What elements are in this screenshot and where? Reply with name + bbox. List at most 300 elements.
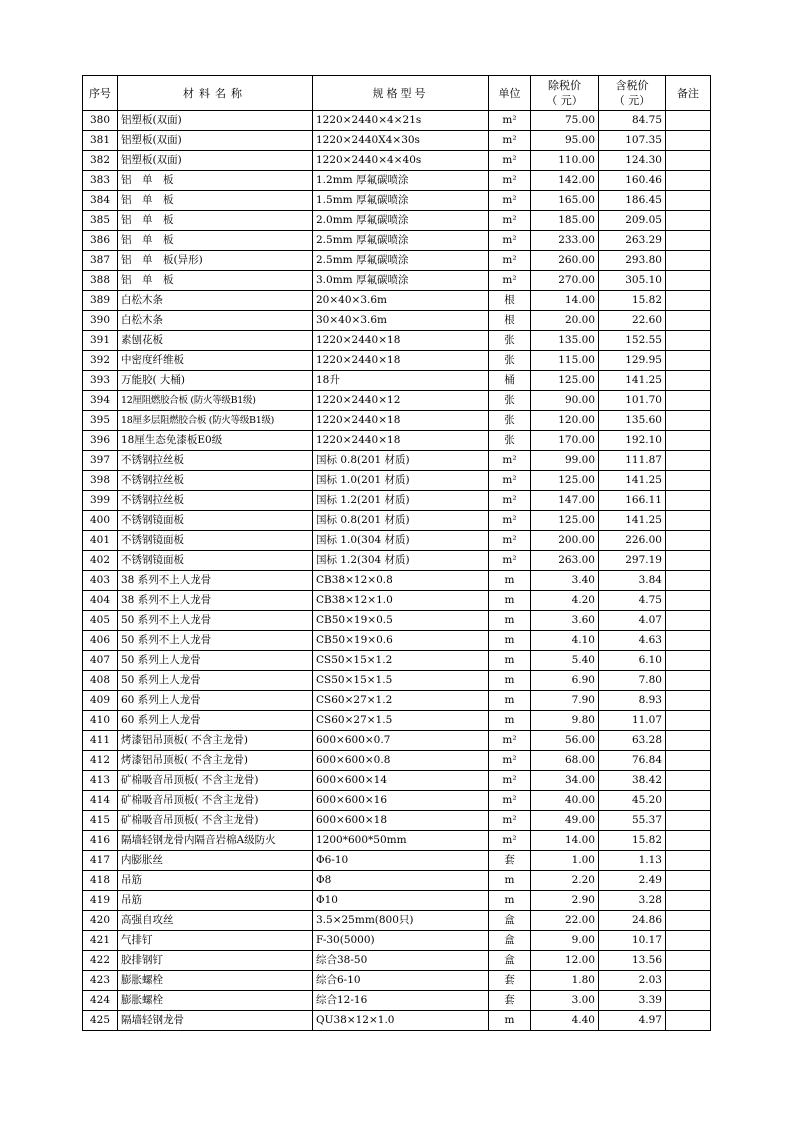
price-excl-tax: 3.60 xyxy=(531,611,599,631)
spec-model: 600×600×18 xyxy=(313,811,489,831)
material-name: 隔墙轻钢龙骨 xyxy=(118,1011,313,1031)
price-excl-tax: 14.00 xyxy=(531,291,599,311)
price-incl-tax: 209.05 xyxy=(599,211,666,231)
price-excl-tax: 22.00 xyxy=(531,911,599,931)
spec-model: CS50×15×1.5 xyxy=(313,671,489,691)
row-no: 395 xyxy=(83,411,118,431)
row-no: 413 xyxy=(83,771,118,791)
price-excl-tax: 9.00 xyxy=(531,931,599,951)
row-no: 421 xyxy=(83,931,118,951)
price-excl-tax: 135.00 xyxy=(531,331,599,351)
spec-model: Φ8 xyxy=(313,871,489,891)
price-incl-tax: 160.46 xyxy=(599,171,666,191)
price-excl-tax: 40.00 xyxy=(531,791,599,811)
row-no: 423 xyxy=(83,971,118,991)
row-no: 389 xyxy=(83,291,118,311)
row-no: 391 xyxy=(83,331,118,351)
row-no: 422 xyxy=(83,951,118,971)
price-table xyxy=(82,75,711,1031)
material-name: 18厘生态免漆板E0级 xyxy=(118,431,313,451)
row-no: 404 xyxy=(83,591,118,611)
row-no: 400 xyxy=(83,511,118,531)
remark xyxy=(666,131,711,151)
price-excl-tax: 1.00 xyxy=(531,851,599,871)
unit: 张 xyxy=(489,391,531,411)
table-row xyxy=(83,511,711,531)
remark xyxy=(666,891,711,911)
row-no: 406 xyxy=(83,631,118,651)
header-row xyxy=(83,76,711,111)
material-name: 胶排钢钉 xyxy=(118,951,313,971)
price-incl-tax: 6.10 xyxy=(599,651,666,671)
spec-model: 20×40×3.6m xyxy=(313,291,489,311)
material-name: 60 系列上人龙骨 xyxy=(118,711,313,731)
material-name: 不锈钢拉丝板 xyxy=(118,491,313,511)
row-no: 390 xyxy=(83,311,118,331)
spec-model: 600×600×16 xyxy=(313,791,489,811)
price-incl-tax: 305.10 xyxy=(599,271,666,291)
table-row xyxy=(83,531,711,551)
price-excl-tax: 56.00 xyxy=(531,731,599,751)
unit: m xyxy=(489,1011,531,1031)
price-excl-tax: 125.00 xyxy=(531,511,599,531)
material-name: 矿棉吸音吊顶板( 不含主龙骨) xyxy=(118,771,313,791)
remark xyxy=(666,351,711,371)
unit: m² xyxy=(489,251,531,271)
row-no: 407 xyxy=(83,651,118,671)
remark xyxy=(666,511,711,531)
unit: m xyxy=(489,571,531,591)
remark xyxy=(666,951,711,971)
price-incl-tax: 135.60 xyxy=(599,411,666,431)
spec-model: 1220×2440×4×21s xyxy=(313,111,489,131)
row-no: 387 xyxy=(83,251,118,271)
price-excl-tax: 14.00 xyxy=(531,831,599,851)
material-name: 吊筋 xyxy=(118,871,313,891)
price-excl-tax: 3.00 xyxy=(531,991,599,1011)
material-name: 中密度纤维板 xyxy=(118,351,313,371)
spec-model: 1220×2440X4×30s xyxy=(313,131,489,151)
row-no: 411 xyxy=(83,731,118,751)
material-name: 吊筋 xyxy=(118,891,313,911)
row-no: 424 xyxy=(83,991,118,1011)
price-incl-tax: 63.28 xyxy=(599,731,666,751)
remark xyxy=(666,831,711,851)
row-no: 417 xyxy=(83,851,118,871)
unit: 桶 xyxy=(489,371,531,391)
spec-model: 600×600×0.7 xyxy=(313,731,489,751)
price-incl-tax: 129.95 xyxy=(599,351,666,371)
remark xyxy=(666,571,711,591)
unit: m² xyxy=(489,751,531,771)
spec-model: CB38×12×1.0 xyxy=(313,591,489,611)
price-incl-tax: 141.25 xyxy=(599,511,666,531)
price-incl-tax: 4.75 xyxy=(599,591,666,611)
price-incl-tax: 84.75 xyxy=(599,111,666,131)
price-incl-tax: 7.80 xyxy=(599,671,666,691)
material-name: 铝 单 板(异形) xyxy=(118,251,313,271)
spec-model: 1200*600*50mm xyxy=(313,831,489,851)
spec-model: 600×600×0.8 xyxy=(313,751,489,771)
spec-model: Φ6-10 xyxy=(313,851,489,871)
table-row xyxy=(83,211,711,231)
remark xyxy=(666,871,711,891)
spec-model: CB50×19×0.5 xyxy=(313,611,489,631)
material-name: 素刨花板 xyxy=(118,331,313,351)
row-no: 381 xyxy=(83,131,118,151)
remark xyxy=(666,771,711,791)
remark xyxy=(666,411,711,431)
material-name: 50 系列不上人龙骨 xyxy=(118,631,313,651)
price-excl-tax: 2.90 xyxy=(531,891,599,911)
price-excl-tax: 165.00 xyxy=(531,191,599,211)
price-incl-tax: 141.25 xyxy=(599,471,666,491)
price-excl-tax: 147.00 xyxy=(531,491,599,511)
table-row xyxy=(83,411,711,431)
spec-model: 综合38-50 xyxy=(313,951,489,971)
spec-model: 国标 1.2(304 材质) xyxy=(313,551,489,571)
unit: 张 xyxy=(489,431,531,451)
remark xyxy=(666,391,711,411)
material-name: 矿棉吸音吊顶板( 不含主龙骨) xyxy=(118,811,313,831)
material-name: 不锈钢拉丝板 xyxy=(118,471,313,491)
price-incl-tax: 3.28 xyxy=(599,891,666,911)
price-excl-tax: 1.80 xyxy=(531,971,599,991)
unit: 套 xyxy=(489,851,531,871)
price-incl-tax: 2.03 xyxy=(599,971,666,991)
remark xyxy=(666,531,711,551)
spec-model: 综合6-10 xyxy=(313,971,489,991)
remark xyxy=(666,611,711,631)
price-excl-tax: 3.40 xyxy=(531,571,599,591)
unit: m xyxy=(489,891,531,911)
unit: 张 xyxy=(489,411,531,431)
price-incl-tax: 15.82 xyxy=(599,831,666,851)
remark xyxy=(666,1011,711,1031)
material-name: 高强自攻丝 xyxy=(118,911,313,931)
row-no: 418 xyxy=(83,871,118,891)
price-excl-tax: 5.40 xyxy=(531,651,599,671)
spec-model: 1220×2440×4×40s xyxy=(313,151,489,171)
remark xyxy=(666,971,711,991)
price-excl-tax: 68.00 xyxy=(531,751,599,771)
unit: 盒 xyxy=(489,951,531,971)
remark xyxy=(666,291,711,311)
table-row xyxy=(83,231,711,251)
unit: 盒 xyxy=(489,931,531,951)
unit: 根 xyxy=(489,311,531,331)
material-name: 铝 单 板 xyxy=(118,171,313,191)
material-name: 白松木条 xyxy=(118,311,313,331)
unit: m² xyxy=(489,171,531,191)
unit: m² xyxy=(489,271,531,291)
remark xyxy=(666,711,711,731)
price-incl-tax: 1.13 xyxy=(599,851,666,871)
price-excl-tax: 125.00 xyxy=(531,371,599,391)
material-name: 铝塑板(双面) xyxy=(118,151,313,171)
row-no: 384 xyxy=(83,191,118,211)
spec-model: 2.5mm 厚氟碳喷涂 xyxy=(313,251,489,271)
unit: 盒 xyxy=(489,911,531,931)
spec-model: 600×600×14 xyxy=(313,771,489,791)
table-row xyxy=(83,911,711,931)
remark xyxy=(666,751,711,771)
row-no: 386 xyxy=(83,231,118,251)
table-row xyxy=(83,991,711,1011)
unit: m² xyxy=(489,791,531,811)
table-row xyxy=(83,671,711,691)
price-incl-tax: 4.07 xyxy=(599,611,666,631)
table-row xyxy=(83,171,711,191)
price-incl-tax: 24.86 xyxy=(599,911,666,931)
remark xyxy=(666,311,711,331)
unit: m xyxy=(489,631,531,651)
price-excl-tax: 260.00 xyxy=(531,251,599,271)
spec-model: 2.5mm 厚氟碳喷涂 xyxy=(313,231,489,251)
price-excl-tax: 200.00 xyxy=(531,531,599,551)
price-excl-tax: 75.00 xyxy=(531,111,599,131)
row-no: 408 xyxy=(83,671,118,691)
remark xyxy=(666,211,711,231)
table-row xyxy=(83,951,711,971)
remark xyxy=(666,491,711,511)
price-incl-tax: 3.39 xyxy=(599,991,666,1011)
material-name: 矿棉吸音吊顶板( 不含主龙骨) xyxy=(118,791,313,811)
spec-model: 综合12-16 xyxy=(313,991,489,1011)
row-no: 402 xyxy=(83,551,118,571)
price-incl-tax: 192.10 xyxy=(599,431,666,451)
unit: m² xyxy=(489,511,531,531)
price-excl-tax: 34.00 xyxy=(531,771,599,791)
remark xyxy=(666,671,711,691)
material-name: 60 系列上人龙骨 xyxy=(118,691,313,711)
price-incl-tax: 76.84 xyxy=(599,751,666,771)
price-excl-tax: 7.90 xyxy=(531,691,599,711)
table-row xyxy=(83,831,711,851)
remark xyxy=(666,451,711,471)
header-price-excl-tax: 除税价 （ 元） xyxy=(531,76,599,111)
table-row xyxy=(83,691,711,711)
spec-model: CB50×19×0.6 xyxy=(313,631,489,651)
table-row xyxy=(83,971,711,991)
material-name: 12厘阻燃胶合板 (防火等级B1级) xyxy=(118,391,313,411)
price-incl-tax: 152.55 xyxy=(599,331,666,351)
price-excl-tax: 233.00 xyxy=(531,231,599,251)
unit: m² xyxy=(489,231,531,251)
unit: m xyxy=(489,611,531,631)
material-name: 万能胶( 大桶) xyxy=(118,371,313,391)
unit: m xyxy=(489,671,531,691)
price-excl-tax: 49.00 xyxy=(531,811,599,831)
remark xyxy=(666,371,711,391)
price-excl-tax: 20.00 xyxy=(531,311,599,331)
table-row xyxy=(83,331,711,351)
material-name: 铝 单 板 xyxy=(118,231,313,251)
unit: m xyxy=(489,691,531,711)
row-no: 414 xyxy=(83,791,118,811)
table-row xyxy=(83,151,711,171)
material-name: 38 系列不上人龙骨 xyxy=(118,571,313,591)
unit: m² xyxy=(489,191,531,211)
spec-model: 3.0mm 厚氟碳喷涂 xyxy=(313,271,489,291)
table-row xyxy=(83,571,711,591)
price-incl-tax: 101.70 xyxy=(599,391,666,411)
row-no: 396 xyxy=(83,431,118,451)
material-name: 不锈钢拉丝板 xyxy=(118,451,313,471)
price-excl-tax: 125.00 xyxy=(531,471,599,491)
table-row xyxy=(83,471,711,491)
price-excl-tax: 99.00 xyxy=(531,451,599,471)
price-excl-tax: 4.20 xyxy=(531,591,599,611)
material-name: 内膨胀丝 xyxy=(118,851,313,871)
spec-model: 1220×2440×18 xyxy=(313,411,489,431)
material-name: 铝 单 板 xyxy=(118,191,313,211)
row-no: 419 xyxy=(83,891,118,911)
price-excl-tax: 263.00 xyxy=(531,551,599,571)
table-row xyxy=(83,891,711,911)
remark xyxy=(666,731,711,751)
table-row xyxy=(83,631,711,651)
remark xyxy=(666,471,711,491)
price-excl-tax: 9.80 xyxy=(531,711,599,731)
price-incl-tax: 186.45 xyxy=(599,191,666,211)
unit: m² xyxy=(489,731,531,751)
remark xyxy=(666,251,711,271)
material-name: 50 系列不上人龙骨 xyxy=(118,611,313,631)
price-excl-tax: 4.40 xyxy=(531,1011,599,1031)
remark xyxy=(666,551,711,571)
unit: 张 xyxy=(489,331,531,351)
material-name: 18厘多层阻燃胶合板 (防火等级B1级) xyxy=(118,411,313,431)
table-row xyxy=(83,871,711,891)
price-excl-tax: 4.10 xyxy=(531,631,599,651)
spec-model: CS60×27×1.5 xyxy=(313,711,489,731)
remark xyxy=(666,331,711,351)
unit: m xyxy=(489,591,531,611)
row-no: 399 xyxy=(83,491,118,511)
material-name: 烤漆铝吊顶板( 不含主龙骨) xyxy=(118,731,313,751)
table-row xyxy=(83,711,711,731)
material-name: 隔墙轻钢龙骨内隔音岩棉A级防火 xyxy=(118,831,313,851)
remark xyxy=(666,591,711,611)
unit: 根 xyxy=(489,291,531,311)
spec-model: 国标 1.0(201 材质) xyxy=(313,471,489,491)
spec-model: 1220×2440×18 xyxy=(313,431,489,451)
material-name: 铝 单 板 xyxy=(118,271,313,291)
unit: 张 xyxy=(489,351,531,371)
remark xyxy=(666,691,711,711)
spec-model: 国标 1.2(201 材质) xyxy=(313,491,489,511)
unit: m² xyxy=(489,111,531,131)
table-row xyxy=(83,451,711,471)
header-no: 序号 xyxy=(83,76,118,111)
price-excl-tax: 170.00 xyxy=(531,431,599,451)
material-name: 50 系列上人龙骨 xyxy=(118,651,313,671)
price-incl-tax: 297.19 xyxy=(599,551,666,571)
price-excl-tax: 90.00 xyxy=(531,391,599,411)
row-no: 398 xyxy=(83,471,118,491)
spec-model: CS60×27×1.2 xyxy=(313,691,489,711)
remark xyxy=(666,811,711,831)
table-row xyxy=(83,851,711,871)
material-name: 不锈钢镜面板 xyxy=(118,551,313,571)
price-incl-tax: 3.84 xyxy=(599,571,666,591)
row-no: 388 xyxy=(83,271,118,291)
remark xyxy=(666,111,711,131)
table-row xyxy=(83,431,711,451)
price-incl-tax: 22.60 xyxy=(599,311,666,331)
table-row xyxy=(83,191,711,211)
row-no: 383 xyxy=(83,171,118,191)
row-no: 409 xyxy=(83,691,118,711)
unit: 套 xyxy=(489,971,531,991)
row-no: 410 xyxy=(83,711,118,731)
price-incl-tax: 293.80 xyxy=(599,251,666,271)
spec-model: 1220×2440×18 xyxy=(313,331,489,351)
row-no: 382 xyxy=(83,151,118,171)
price-excl-tax: 115.00 xyxy=(531,351,599,371)
row-no: 415 xyxy=(83,811,118,831)
unit: m xyxy=(489,871,531,891)
unit: m² xyxy=(489,211,531,231)
material-name: 铝塑板(双面) xyxy=(118,111,313,131)
row-no: 412 xyxy=(83,751,118,771)
table-row xyxy=(83,731,711,751)
table-row xyxy=(83,351,711,371)
header-remark: 备注 xyxy=(666,76,711,111)
price-incl-tax: 4.97 xyxy=(599,1011,666,1031)
row-no: 394 xyxy=(83,391,118,411)
material-name: 铝塑板(双面) xyxy=(118,131,313,151)
price-incl-tax: 263.29 xyxy=(599,231,666,251)
header-name: 材料名称 xyxy=(118,76,313,111)
price-incl-tax: 11.07 xyxy=(599,711,666,731)
price-excl-tax: 142.00 xyxy=(531,171,599,191)
unit: m² xyxy=(489,151,531,171)
unit: m xyxy=(489,651,531,671)
table-row xyxy=(83,771,711,791)
price-excl-tax: 110.00 xyxy=(531,151,599,171)
spec-model: 国标 1.0(304 材质) xyxy=(313,531,489,551)
price-incl-tax: 38.42 xyxy=(599,771,666,791)
unit: m² xyxy=(489,831,531,851)
table-row xyxy=(83,371,711,391)
remark xyxy=(666,911,711,931)
price-incl-tax: 15.82 xyxy=(599,291,666,311)
table-row xyxy=(83,551,711,571)
unit: m² xyxy=(489,771,531,791)
price-incl-tax: 13.56 xyxy=(599,951,666,971)
material-name: 烤漆铝吊顶板( 不含主龙骨) xyxy=(118,751,313,771)
price-incl-tax: 4.63 xyxy=(599,631,666,651)
remark xyxy=(666,851,711,871)
spec-model: 18升 xyxy=(313,371,489,391)
material-name: 白松木条 xyxy=(118,291,313,311)
remark xyxy=(666,791,711,811)
table-row xyxy=(83,111,711,131)
price-incl-tax: 124.30 xyxy=(599,151,666,171)
table-row xyxy=(83,751,711,771)
table-row xyxy=(83,251,711,271)
row-no: 392 xyxy=(83,351,118,371)
header-unit: 单位 xyxy=(489,76,531,111)
table-row xyxy=(83,311,711,331)
unit: 套 xyxy=(489,991,531,1011)
remark xyxy=(666,271,711,291)
header-spec: 规格型号 xyxy=(313,76,489,111)
row-no: 393 xyxy=(83,371,118,391)
header-price-incl-tax: 含税价 （ 元） xyxy=(599,76,666,111)
